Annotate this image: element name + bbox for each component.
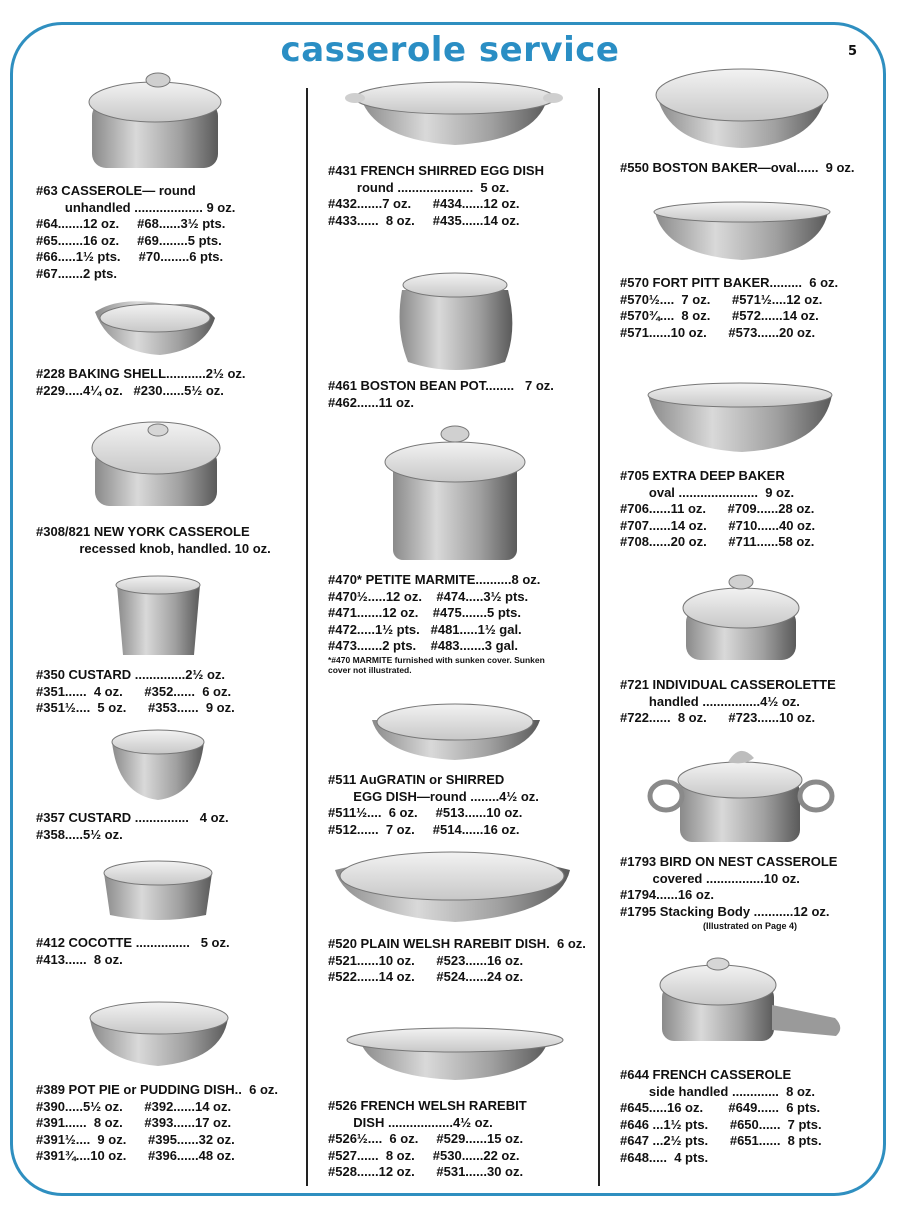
french-casserole-644-image	[660, 958, 840, 1041]
cocotte-412-image	[104, 861, 212, 920]
item-line: #462......11 oz.	[328, 394, 414, 410]
item-line: #511½.... 6 oz. #513......10 oz.	[328, 805, 523, 820]
item-line: #648..... 4 pts.	[620, 1149, 709, 1165]
item-line: #522......14 oz. #524......24 oz.	[328, 969, 524, 984]
item-bird-on-nest-1793	[620, 854, 880, 932]
item-line: #67.......2 pts.	[36, 265, 117, 281]
new-york-casserole-308-image	[92, 422, 220, 506]
item-line: #351...... 4 oz. #352...... 6 oz.	[36, 683, 232, 699]
item-line: #521......10 oz. #523......16 oz.	[328, 952, 524, 968]
item-line: round ..................... 5 oz.	[328, 179, 510, 195]
page-title: casserole service	[280, 30, 620, 70]
item-french-welsh-rarebit-526	[328, 1098, 586, 1181]
shirred-egg-dish-431-image	[345, 82, 563, 145]
bird-on-nest-1793-image	[650, 751, 832, 842]
item-line: #413...... 8 oz.	[36, 951, 123, 967]
item-line: #528......12 oz. #531......30 oz.	[328, 1164, 524, 1179]
item-line: #707......14 oz. #710......40 oz.	[620, 517, 816, 533]
french-welsh-rarebit-526-image	[347, 1028, 563, 1080]
item-line: #308/821 NEW YORK CASSEROLE	[36, 524, 250, 539]
item-baking-shell-228	[36, 366, 294, 399]
item-petite-marmite-470	[328, 572, 590, 675]
boston-baker-550-image	[656, 69, 828, 148]
item-line: #390.....5½ oz. #392......14 oz.	[36, 1098, 232, 1114]
item-line: oval ...................... 9 oz.	[620, 484, 795, 500]
item-line: side handled ............. 8 oz.	[620, 1083, 816, 1099]
item-line: #472.....1½ pts. #481.....1½ gal.	[328, 621, 522, 637]
item-custard-357	[36, 810, 294, 843]
item-line: #520 PLAIN WELSH RAREBIT DISH. 6 oz.	[328, 936, 586, 951]
item-line: #644 FRENCH CASSEROLE	[620, 1067, 792, 1082]
item-line: #64.......12 oz. #68......3½ pts.	[36, 216, 226, 231]
item-augratin-511	[328, 772, 586, 838]
item-line: #461 BOSTON BEAN POT........ 7 oz.	[328, 378, 554, 393]
item-line: #473.......2 pts. #483.......3 gal.	[328, 638, 519, 653]
item-line: #63 CASSEROLE— round	[36, 183, 196, 198]
item-reference-note: (Illustrated on Page 4)	[702, 921, 798, 931]
item-line: #229.....4¼ oz. #230......5½ oz.	[36, 382, 224, 398]
item-line: #570½.... 7 oz. #571½....12 oz.	[620, 291, 823, 307]
item-fort-pitt-570	[620, 275, 880, 341]
item-line: #357 CUSTARD ............... 4 oz.	[36, 810, 229, 825]
item-line: #708......20 oz. #711......58 oz.	[620, 534, 815, 549]
item-line: handled ................4½ oz.	[620, 693, 800, 709]
casserolette-721-image	[683, 575, 799, 660]
item-line: #526 FRENCH WELSH RAREBIT	[328, 1098, 527, 1113]
item-line: #571......10 oz. #573......20 oz.	[620, 324, 816, 340]
item-casserole-63	[36, 183, 294, 282]
item-line: #570 FORT PITT BAKER......... 6 oz.	[620, 275, 839, 290]
item-line: covered ................10 oz.	[620, 870, 800, 886]
item-footnote: *#470 MARMITE furnished with sunken cover. Sunken	[328, 654, 545, 665]
item-line: #1793 BIRD ON NEST CASSEROLE	[620, 854, 838, 869]
item-line: #470* PETITE MARMITE..........8 oz.	[328, 572, 541, 587]
item-boston-baker-550	[620, 160, 880, 177]
item-line: #391...... 8 oz. #393......17 oz.	[36, 1115, 232, 1130]
augratin-511-image	[372, 704, 540, 760]
item-line: #647 ...2½ pts. #651...... 8 pts.	[620, 1133, 822, 1148]
extra-deep-baker-705-image	[648, 383, 832, 452]
item-line: #550 BOSTON BAKER—oval...... 9 oz.	[620, 160, 855, 175]
item-line: #432.......7 oz. #434......12 oz.	[328, 196, 520, 211]
item-welsh-rarebit-520	[328, 936, 590, 986]
item-line: #431 FRENCH SHIRRED EGG DISH	[328, 163, 544, 178]
item-line: #705 EXTRA DEEP BAKER	[620, 468, 785, 483]
item-line: #721 INDIVIDUAL CASSEROLETTE	[620, 677, 836, 692]
item-line: #389 POT PIE or PUDDING DISH.. 6 oz.	[36, 1082, 279, 1097]
item-line: #1795 Stacking Body ...........12 oz.	[620, 903, 830, 919]
item-bean-pot-461	[328, 378, 586, 411]
item-line: #66.....1½ pts. #70........6 pts.	[36, 249, 224, 264]
item-line: #391½.... 9 oz. #395......32 oz.	[36, 1131, 235, 1147]
item-line: #527...... 8 oz. #530......22 oz.	[328, 1147, 520, 1163]
item-shirred-egg-431	[328, 163, 586, 229]
item-line: #646 ...1½ pts. #650...... 7 pts.	[620, 1116, 822, 1132]
item-line: #526½.... 6 oz. #529......15 oz.	[328, 1131, 524, 1146]
item-line: #65.......16 oz. #69........5 pts.	[36, 232, 222, 248]
item-line: recessed knob, handled. 10 oz.	[36, 540, 271, 556]
casserole-63-image	[89, 73, 221, 168]
item-french-casserole-644	[620, 1067, 880, 1166]
item-line: #351½.... 5 oz. #353...... 9 oz.	[36, 700, 235, 715]
item-line: #706......11 oz. #709......28 oz.	[620, 501, 815, 516]
item-custard-350	[36, 667, 294, 717]
item-line: DISH ..................4½ oz.	[328, 1114, 493, 1130]
petite-marmite-470-image	[385, 426, 525, 560]
fort-pitt-baker-570-image	[654, 202, 830, 260]
item-footnote: cover not illustrated.	[328, 664, 412, 675]
item-line: #471.......12 oz. #475.......5 pts.	[328, 605, 521, 620]
item-line: #470½.....12 oz. #474.....3½ pts.	[328, 588, 529, 604]
item-line: #570¾.... 8 oz. #572......14 oz.	[620, 308, 819, 323]
item-casserolette-721	[620, 677, 880, 727]
custard-350-image	[116, 576, 200, 655]
page-number: 5	[848, 44, 858, 59]
item-line: #412 COCOTTE ............... 5 oz.	[36, 935, 230, 950]
item-pot-pie-389	[36, 1082, 298, 1165]
bean-pot-461-image	[400, 273, 513, 370]
welsh-rarebit-520-image	[335, 852, 570, 922]
baking-shell-228-image	[95, 301, 215, 355]
item-line: unhandled ................... 9 oz.	[36, 199, 236, 215]
item-line: EGG DISH—round ........4½ oz.	[328, 788, 539, 804]
item-line: #722...... 8 oz. #723......10 oz.	[620, 710, 816, 725]
item-line: #645.....16 oz. #649...... 6 pts.	[620, 1100, 821, 1115]
item-line: #511 AuGRATIN or SHIRRED	[328, 772, 505, 787]
custard-357-image	[112, 730, 204, 800]
item-cocotte-412	[36, 935, 294, 968]
item-line: #512...... 7 oz. #514......16 oz.	[328, 821, 520, 837]
item-line: #433...... 8 oz. #435......14 oz.	[328, 212, 520, 228]
item-line: #1794......16 oz.	[620, 887, 714, 902]
item-new-york-casserole-308	[36, 524, 294, 557]
item-line: #350 CUSTARD ..............2½ oz.	[36, 667, 226, 682]
pot-pie-389-image	[90, 1002, 228, 1066]
item-line: #228 BAKING SHELL...........2½ oz.	[36, 366, 246, 381]
item-extra-deep-705	[620, 468, 880, 551]
item-line: #391¾....10 oz. #396......48 oz.	[36, 1148, 235, 1163]
item-line: #358.....5½ oz.	[36, 826, 123, 842]
